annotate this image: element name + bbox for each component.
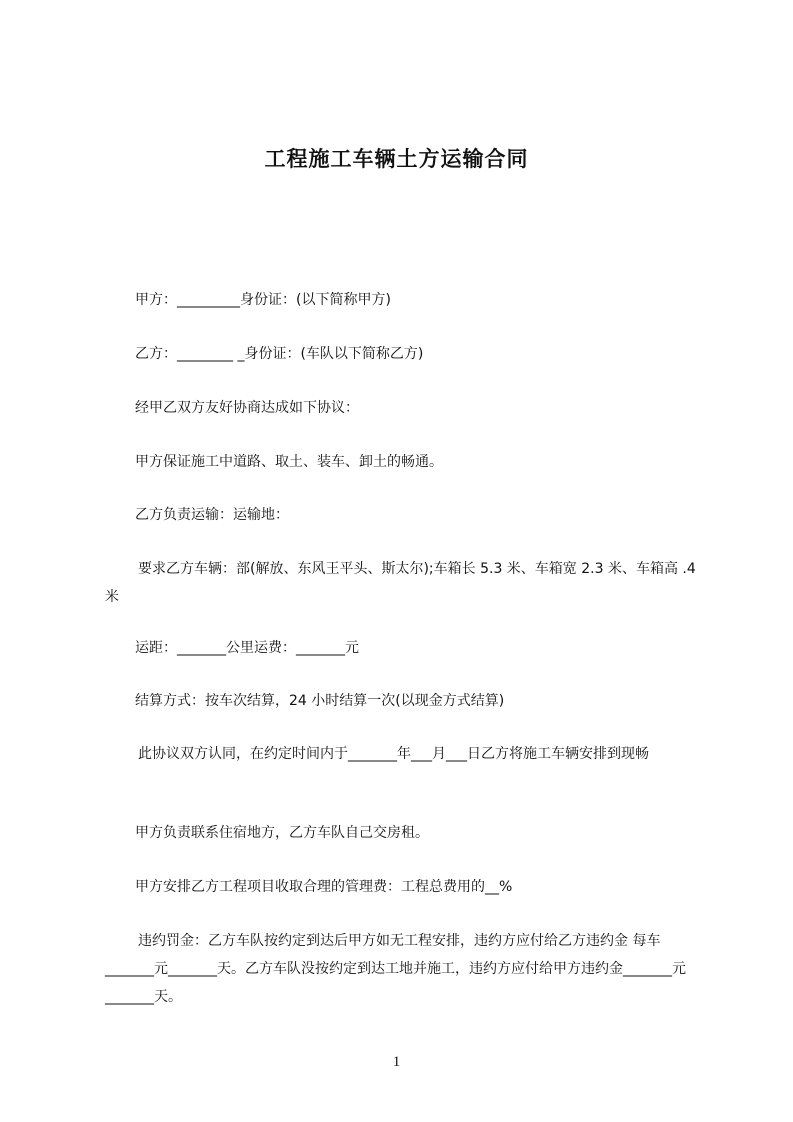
paragraph-accommodation: 甲方负责联系住宿地方，乙方车队自己交房租。 [135, 825, 429, 841]
paragraph-party-a: 甲方：_________身份证：(以下简称甲方) [135, 292, 391, 308]
paragraph-agreement-intro: 经甲乙双方友好协商达成如下协议： [135, 400, 359, 416]
paragraph-schedule: 此协议双方认同，在约定时间内于_______年___月___日乙方将施工车辆安排到现畅 [138, 746, 649, 762]
paragraph-distance-fee: 运距：_______公里运费：_______元 [135, 640, 359, 656]
paragraph-vehicle-requirements: 要求乙方车辆：部(解放、东风王平头、斯太尔);车箱长 5.3 米、车箱宽 2.3 米、车箱高 .4 米 [105, 561, 701, 605]
page-number: 1 [392, 1054, 401, 1070]
paragraph-party-b: 乙方：________ _身份证：(车队以下简称乙方) [135, 346, 424, 362]
document-title: 工程施工车辆土方运输合同 [264, 147, 529, 171]
paragraph-settlement: 结算方式：按车次结算，24 小时结算一次(以现金方式结算) [135, 693, 505, 709]
paragraph-penalty: 违约罚金：乙方车队按约定到达后甲方如无工程安排，违约方应付给乙方违约金 每车_______元_______天。乙方车队没按约定到达工地并施工，违约方应付给甲方违约金_______元_______天。 [105, 933, 686, 1005]
paragraph-road-guarantee: 甲方保证施工中道路、取土、装车、卸土的畅通。 [135, 454, 443, 470]
paragraph-management-fee: 甲方安排乙方工程项目收取合理的管理费：工程总费用的__% [135, 879, 513, 895]
paragraph-transport-location: 乙方负责运输：运输地： [135, 507, 289, 523]
